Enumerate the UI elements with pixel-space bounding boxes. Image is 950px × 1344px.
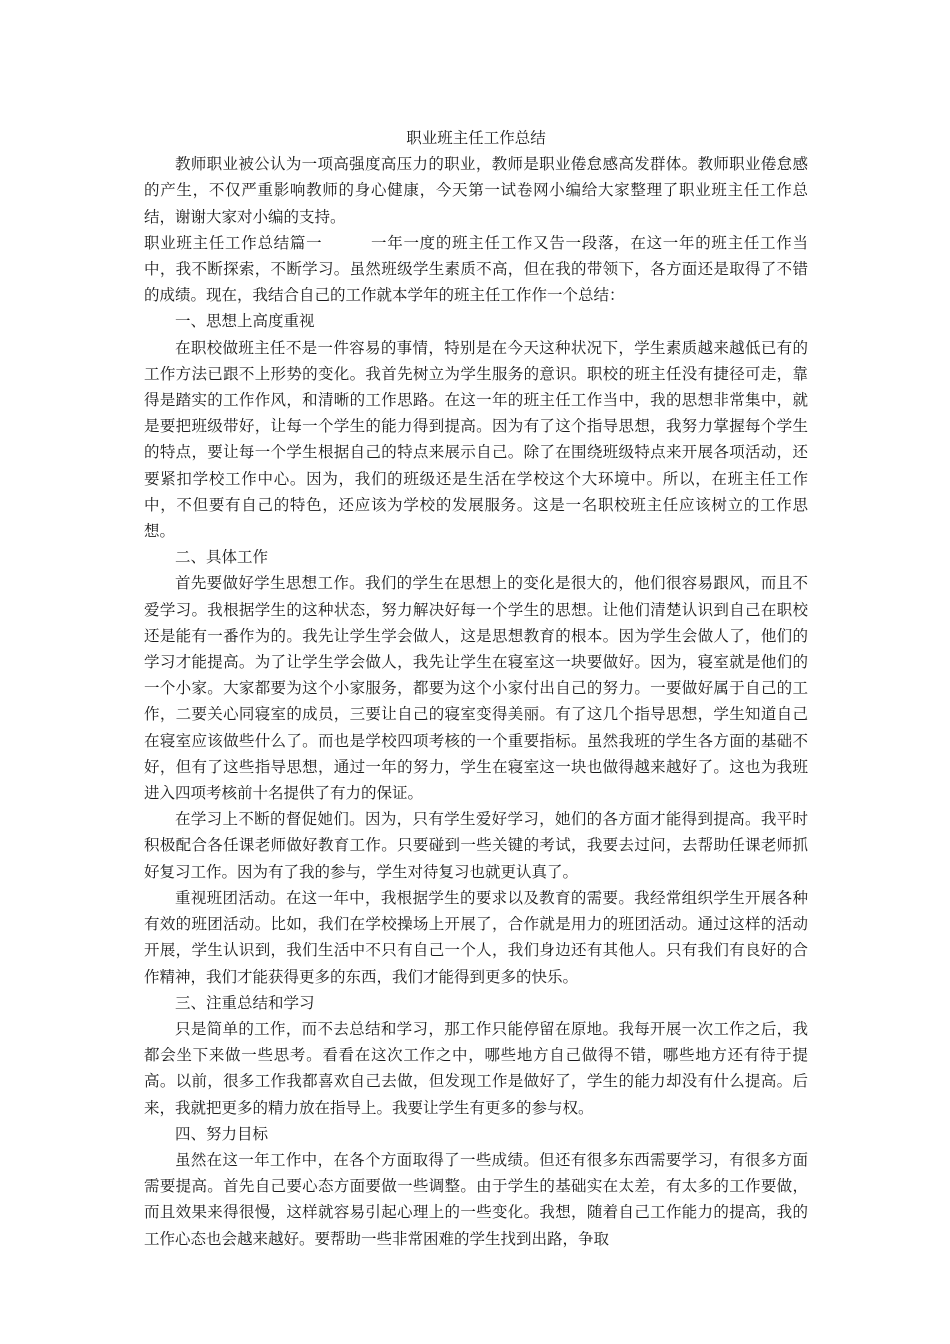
section-3-paragraph-1: 只是简单的工作，而不去总结和学习，那工作只能停留在原地。我每开展一次工作之后，我都会坐下来做一些思考。看看在这次工作之中，哪些地方自己做得不错，哪些地方还有待于提高。以前，很多工作我都喜欢自己去做，但发现工作是做好了，学生的能力却没有什么提高。后来，我就把更多的精力放在指导上。我要让学生有更多的参与权。 <box>144 1019 808 1117</box>
section-2-paragraph-1: 首先要做好学生思想工作。我们的学生在思想上的变化是很大的，他们很容易跟风，而且不爱学习。我根据学生的这种状态，努力解决好每一个学生的思想。让他们清楚认识到自己在职校还是能有一番作为的。我先让学生学会做人，这是思想教育的根本。因为学生会做人了，他们的学习才能提高。为了让学生学会做人，我先让学生在寝室这一块要做好。因为，寝室就是他们的一个小家。大家都要为这个小家服务，都要为这个小家付出自己的努力。一要做好属于自己的工作，二要关心同寝室的成员，三要让自己的寝室变得美丽。有了这几个指导思想，学生知道自己在寝室应该做些什么了。而也是学校四项考核的一个重要指标。虽然我班的学生各方面的基础不好，但有了这些指导思想，通过一年的努力，学生在寝室这一块也做得越来越好了。这也为我班进入四项考核前十名提供了有力的保证。 <box>144 574 808 803</box>
section-1-paragraph-1: 在职校做班主任不是一件容易的事情，特别是在今天这种状况下，学生素质越来越低已有的工作方法已跟不上形势的变化。我首先树立为学生服务的意识。职校的班主任没有捷径可走，靠得是踏实的工作作风，和清晰的工作思路。在这一年的班主任工作当中，我的思想非常集中，就是要把班级带好，让每一个学生的能力得到提高。因为有了这个指导思想，我努力掌握每个学生的特点，要让每一个学生根据自己的特点来展示自己。除了在围绕班级特点来开展各项活动，还要紧扣学校工作中心。因为，我们的班级还是生活在学校这个大环境中。所以，在班主任工作中，不但要有自己的特色，还应该为学校的发展服务。这是一名职校班主任应该树立的工作思想。 <box>144 338 808 541</box>
document-title: 职业班主任工作总结 <box>406 129 546 147</box>
section-heading-1: 一、思想上高度重视 <box>175 312 315 331</box>
intro-paragraph: 教师职业被公认为一项高强度高压力的职业，教师是职业倦怠感高发群体。教师职业倦怠感的产生，不仅严重影响教师的身心健康，今天第一试卷网小编给大家整理了职业班主任工作总结，谢谢大家对小编的支持。 <box>144 155 808 226</box>
part1-paragraph <box>144 230 808 309</box>
part1-text: 一年一度的班主任工作又告一段落，在这一年的班主任工作当中，我不断探索，不断学习。虽然班级学生素质不高，但在我的带领下，各方面还是取得了不错的成绩。现在，我结合自己的工作就本学年的班主任工作作一个总结： <box>144 233 808 305</box>
section-heading-2: 二、具体工作 <box>175 548 269 567</box>
section-heading-3: 三、注重总结和学习 <box>175 993 315 1012</box>
section-heading-4: 四、努力目标 <box>175 1124 269 1143</box>
part1-label: 职业班主任工作总结篇一 <box>144 233 323 252</box>
section-4-paragraph-1: 虽然在这一年工作中，在各个方面取得了一些成绩。但还有很多东西需要学习，有很多方面需要提高。首先自己要心态方面要做一些调整。由于学生的基础实在太差，有太多的工作要做，而且效果来得很慢，这样就容易引起心理上的一些变化。我想，随着自己工作能力的提高，我的工作心态也会越来越好。要帮助一些非常困难的学生找到出路，争取 <box>144 1150 808 1248</box>
document-page <box>144 125 808 1252</box>
section-2-paragraph-3: 重视班团活动。在这一年中，我根据学生的要求以及教育的需要。我经常组织学生开展各种有效的班团活动。比如，我们在学校操场上开展了，合作就是用力的班团活动。通过这样的活动开展，学生认识到，我们生活中不只有自己一个人，我们身边还有其他人。只有我们有良好的合作精神，我们才能获得更多的东西，我们才能得到更多的快乐。 <box>144 888 808 986</box>
section-2-paragraph-2: 在学习上不断的督促她们。因为，只有学生爱好学习，她们的各方面才能得到提高。我平时积极配合各任课老师做好教育工作。只要碰到一些关键的考试，我要去过问，去帮助任课老师抓好复习工作。因为有了我的参与，学生对待复习也就更认真了。 <box>144 810 808 881</box>
